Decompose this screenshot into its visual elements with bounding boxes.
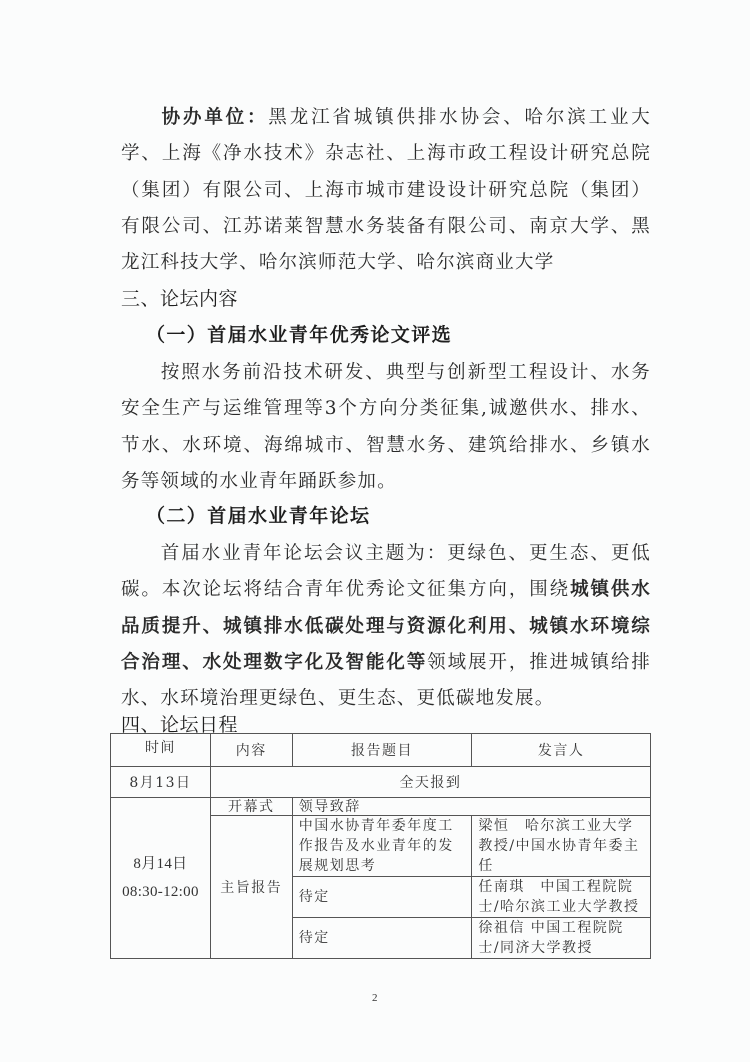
- schedule-table: [110, 733, 651, 959]
- header-title: 报告题目: [292, 734, 472, 767]
- table-row: [111, 767, 651, 798]
- section-4-heading: 四、论坛日程: [121, 714, 239, 736]
- day2-date: 8月14日: [133, 856, 188, 872]
- subsection-2-heading: （二）首届水业青年论坛: [146, 505, 371, 527]
- page-number: 2: [372, 992, 378, 1004]
- day2-time-range: 08:30-12:00: [122, 884, 199, 900]
- keynote-label: 主旨报告: [210, 816, 292, 959]
- registration-content: 全天报到: [210, 767, 650, 798]
- subsection-2-text-1: 首届水业青年论坛会议主题为：更绿色、更生态、更低碳。本次论坛将结合青年优秀论文征集方向，围绕: [121, 543, 651, 601]
- subsection-1-heading: （一）首届水业青年优秀论文评选: [146, 324, 453, 346]
- registration-date: 8月13日: [111, 767, 211, 798]
- header-content: 内容: [210, 734, 292, 767]
- opening-content: 开幕式: [210, 798, 292, 816]
- keynote-2-title: 待定: [292, 877, 472, 918]
- subsection-2-text-2: 领域展开，推进城镇给排水、水环境治理更绿色、更生态、更低碳地发展。: [121, 651, 651, 710]
- subsection-1-body: [121, 355, 651, 500]
- opening-title: 领导致辞: [292, 798, 650, 816]
- co-organizers-paragraph: [121, 100, 651, 281]
- header-speaker: 发言人: [472, 734, 651, 767]
- header-time: 时间: [111, 734, 211, 767]
- subsection-2-text-bold: 城镇供水品质提升、城镇排水低碳处理与资源化利用、城镇水环境综合治理、水处理数字化及智能化等: [121, 579, 651, 673]
- co-organizers-text: 黑龙江省城镇供排水协会、哈尔滨工业大学、上海《净水技术》杂志社、上海市政工程设计研究总院（集团）有限公司、上海市城市建设设计研究总院（集团）有限公司、江苏诺莱智慧水务装备有限公司、南京大学、黑龙江科技大学、哈尔滨师范大学、哈尔滨商业大学: [121, 107, 651, 274]
- table-header-row: [111, 734, 651, 767]
- keynote-3-speaker: 徐祖信 中国工程院院士/同济大学教授: [472, 918, 651, 959]
- keynote-3-title: 待定: [292, 918, 472, 959]
- day2-time-cell: [111, 798, 211, 959]
- keynote-1-speaker: 梁恒 哈尔滨工业大学教授/中国水协青年委主任: [472, 816, 651, 877]
- co-organizers-label: 协办单位：: [160, 107, 269, 128]
- subsection-2-body: [121, 536, 651, 717]
- keynote-1-title: 中国水协青年委年度工作报告及水业青年的发展规划思考: [292, 816, 472, 877]
- subsection-1-text: 按照水务前沿技术研发、典型与创新型工程设计、水务安全生产与运维管理等3个方向分类征集,诚邀供水、排水、节水、水环境、海绵城市、智慧水务、建筑给排水、乡镇水务等领域的水业青年踊跃参加。: [121, 362, 651, 492]
- keynote-2-speaker: 任南琪 中国工程院院士/哈尔滨工业大学教授: [472, 877, 651, 918]
- table-row: [111, 798, 651, 816]
- section-3-heading: 三、论坛内容: [121, 288, 239, 310]
